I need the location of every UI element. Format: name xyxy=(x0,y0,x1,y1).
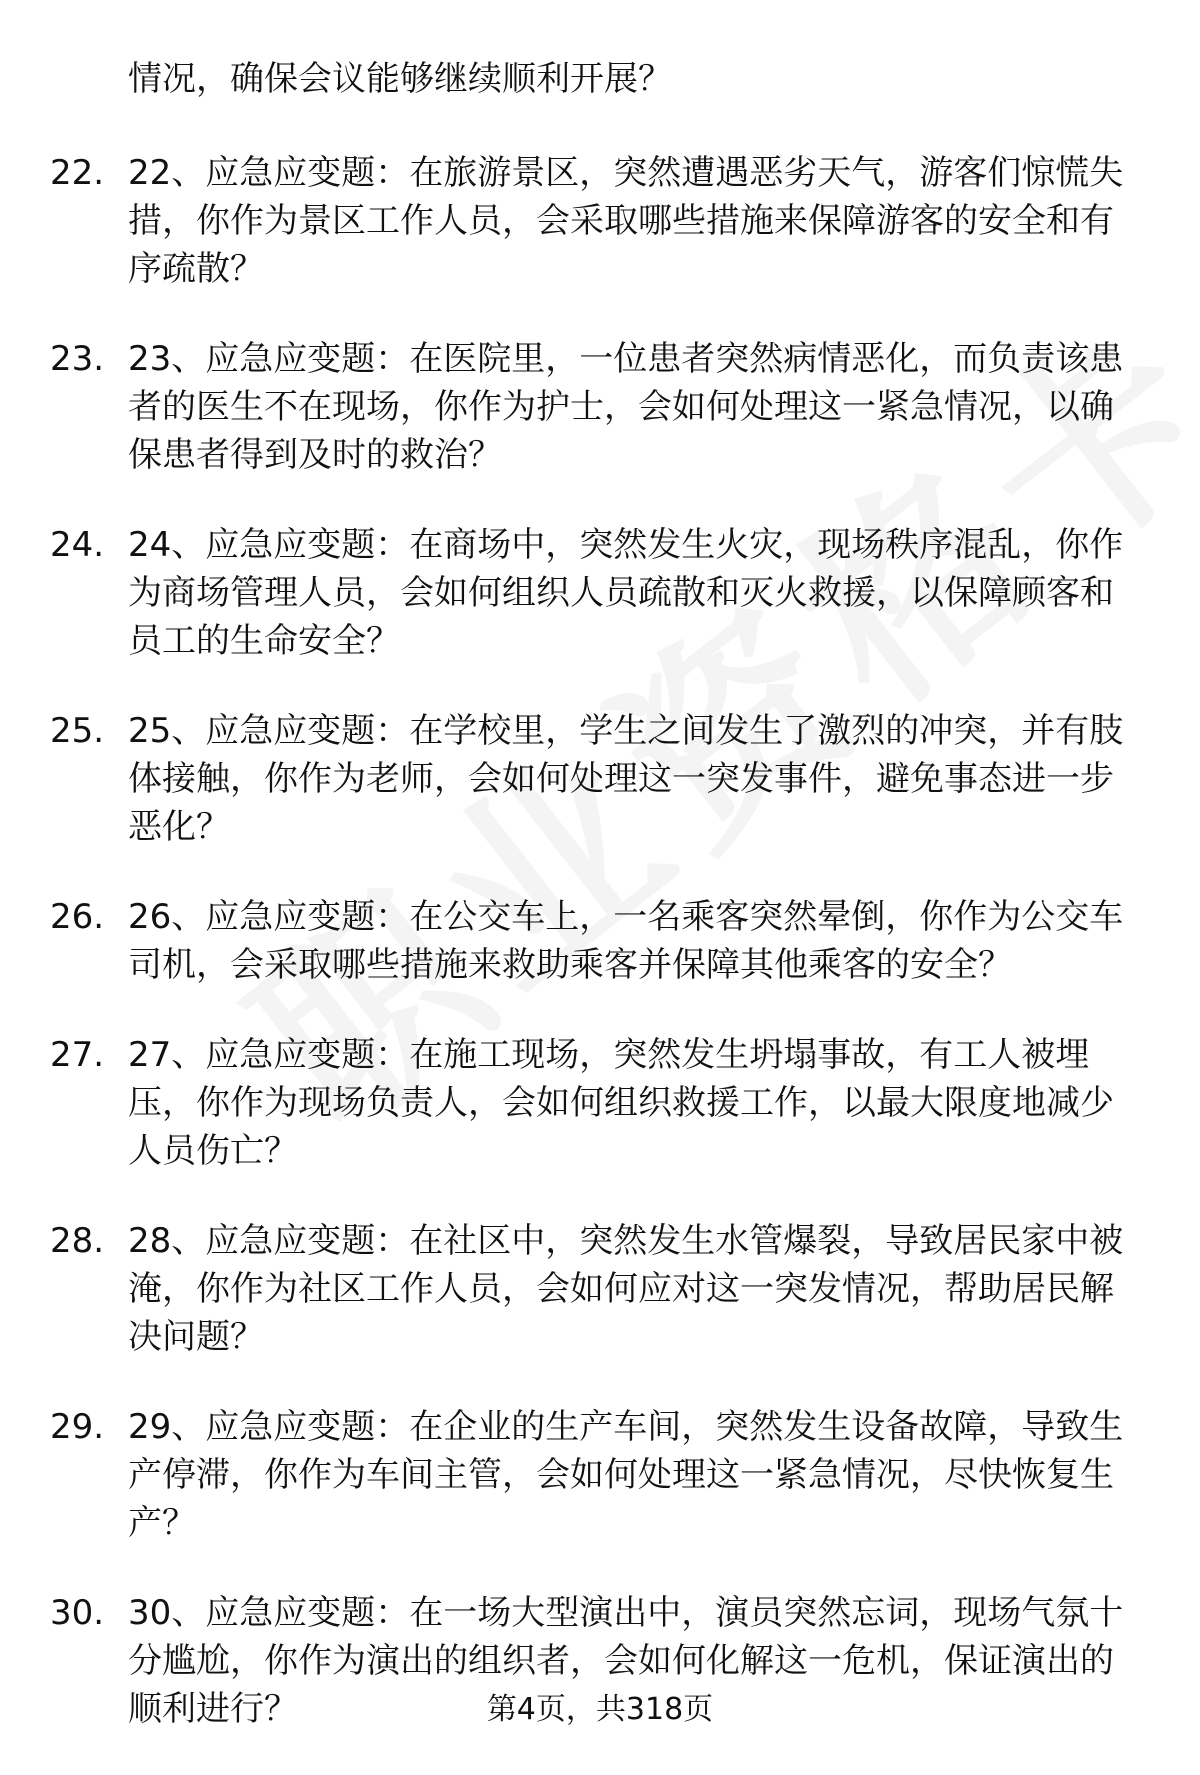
list-item xyxy=(50,893,1150,989)
list-item xyxy=(50,335,1150,479)
item-text: 28、应急应变题：在社区中，突然发生水管爆裂，导致居民家中被淹，你作为社区工作人员，会如何应对这一突发情况，帮助居民解决问题？ xyxy=(128,1221,1124,1357)
item-text: 25、应急应变题：在学校里，学生之间发生了激烈的冲突，并有肢体接触，你作为老师，会如何处理这一突发事件，避免事态进一步恶化？ xyxy=(128,711,1124,847)
list-item xyxy=(50,1403,1150,1547)
item-number: 29. xyxy=(50,1407,105,1447)
item-number: 30. xyxy=(50,1593,105,1633)
list-item xyxy=(50,149,1150,293)
item-text: 24、应急应变题：在商场中，突然发生火灾，现场秩序混乱，你作为商场管理人员，会如何组织人员疏散和灭火救援，以保障顾客和员工的生命安全？ xyxy=(128,525,1124,661)
list-item xyxy=(50,707,1150,851)
item-text: 22、应急应变题：在旅游景区，突然遭遇恶劣天气，游客们惊慌失措，你作为景区工作人员，会采取哪些措施来保障游客的安全和有序疏散？ xyxy=(128,153,1124,289)
list-item xyxy=(50,1217,1150,1361)
item-number: 27. xyxy=(50,1035,105,1075)
list-item xyxy=(50,521,1150,665)
page-footer: 第4页，共318页 xyxy=(486,1692,714,1727)
continuation-text: 情况，确保会议能够继续顺利开展？ xyxy=(128,59,672,99)
item-text: 23、应急应变题：在医院里，一位患者突然病情恶化，而负责该患者的医生不在现场，你作为护士，会如何处理这一紧急情况，以确保患者得到及时的救治？ xyxy=(128,339,1124,475)
item-text: 26、应急应变题：在公交车上，一名乘客突然晕倒，你作为公交车司机，会采取哪些措施来救助乘客并保障其他乘客的安全？ xyxy=(128,897,1124,985)
item-number: 25. xyxy=(50,711,105,751)
item-text: 29、应急应变题：在企业的生产车间，突然发生设备故障，导致生产停滞，你作为车间主管，会如何处理这一紧急情况，尽快恢复生产？ xyxy=(128,1407,1124,1543)
item-number: 23. xyxy=(50,339,105,379)
item-number: 22. xyxy=(50,153,105,193)
item-number: 24. xyxy=(50,525,105,565)
question-list xyxy=(50,55,1150,1775)
item-text: 30、应急应变题：在一场大型演出中，演员突然忘词，现场气氛十分尴尬，你作为演出的组织者，会如何化解这一危机，保证演出的顺利进行？ xyxy=(128,1593,1124,1729)
item-number: 26. xyxy=(50,897,105,937)
item-number: 28. xyxy=(50,1221,105,1261)
item-text: 27、应急应变题：在施工现场，突然发生坍塌事故，有工人被埋压，你作为现场负责人，会如何组织救援工作，以最大限度地减少人员伤亡？ xyxy=(128,1035,1114,1171)
list-item xyxy=(50,1031,1150,1175)
